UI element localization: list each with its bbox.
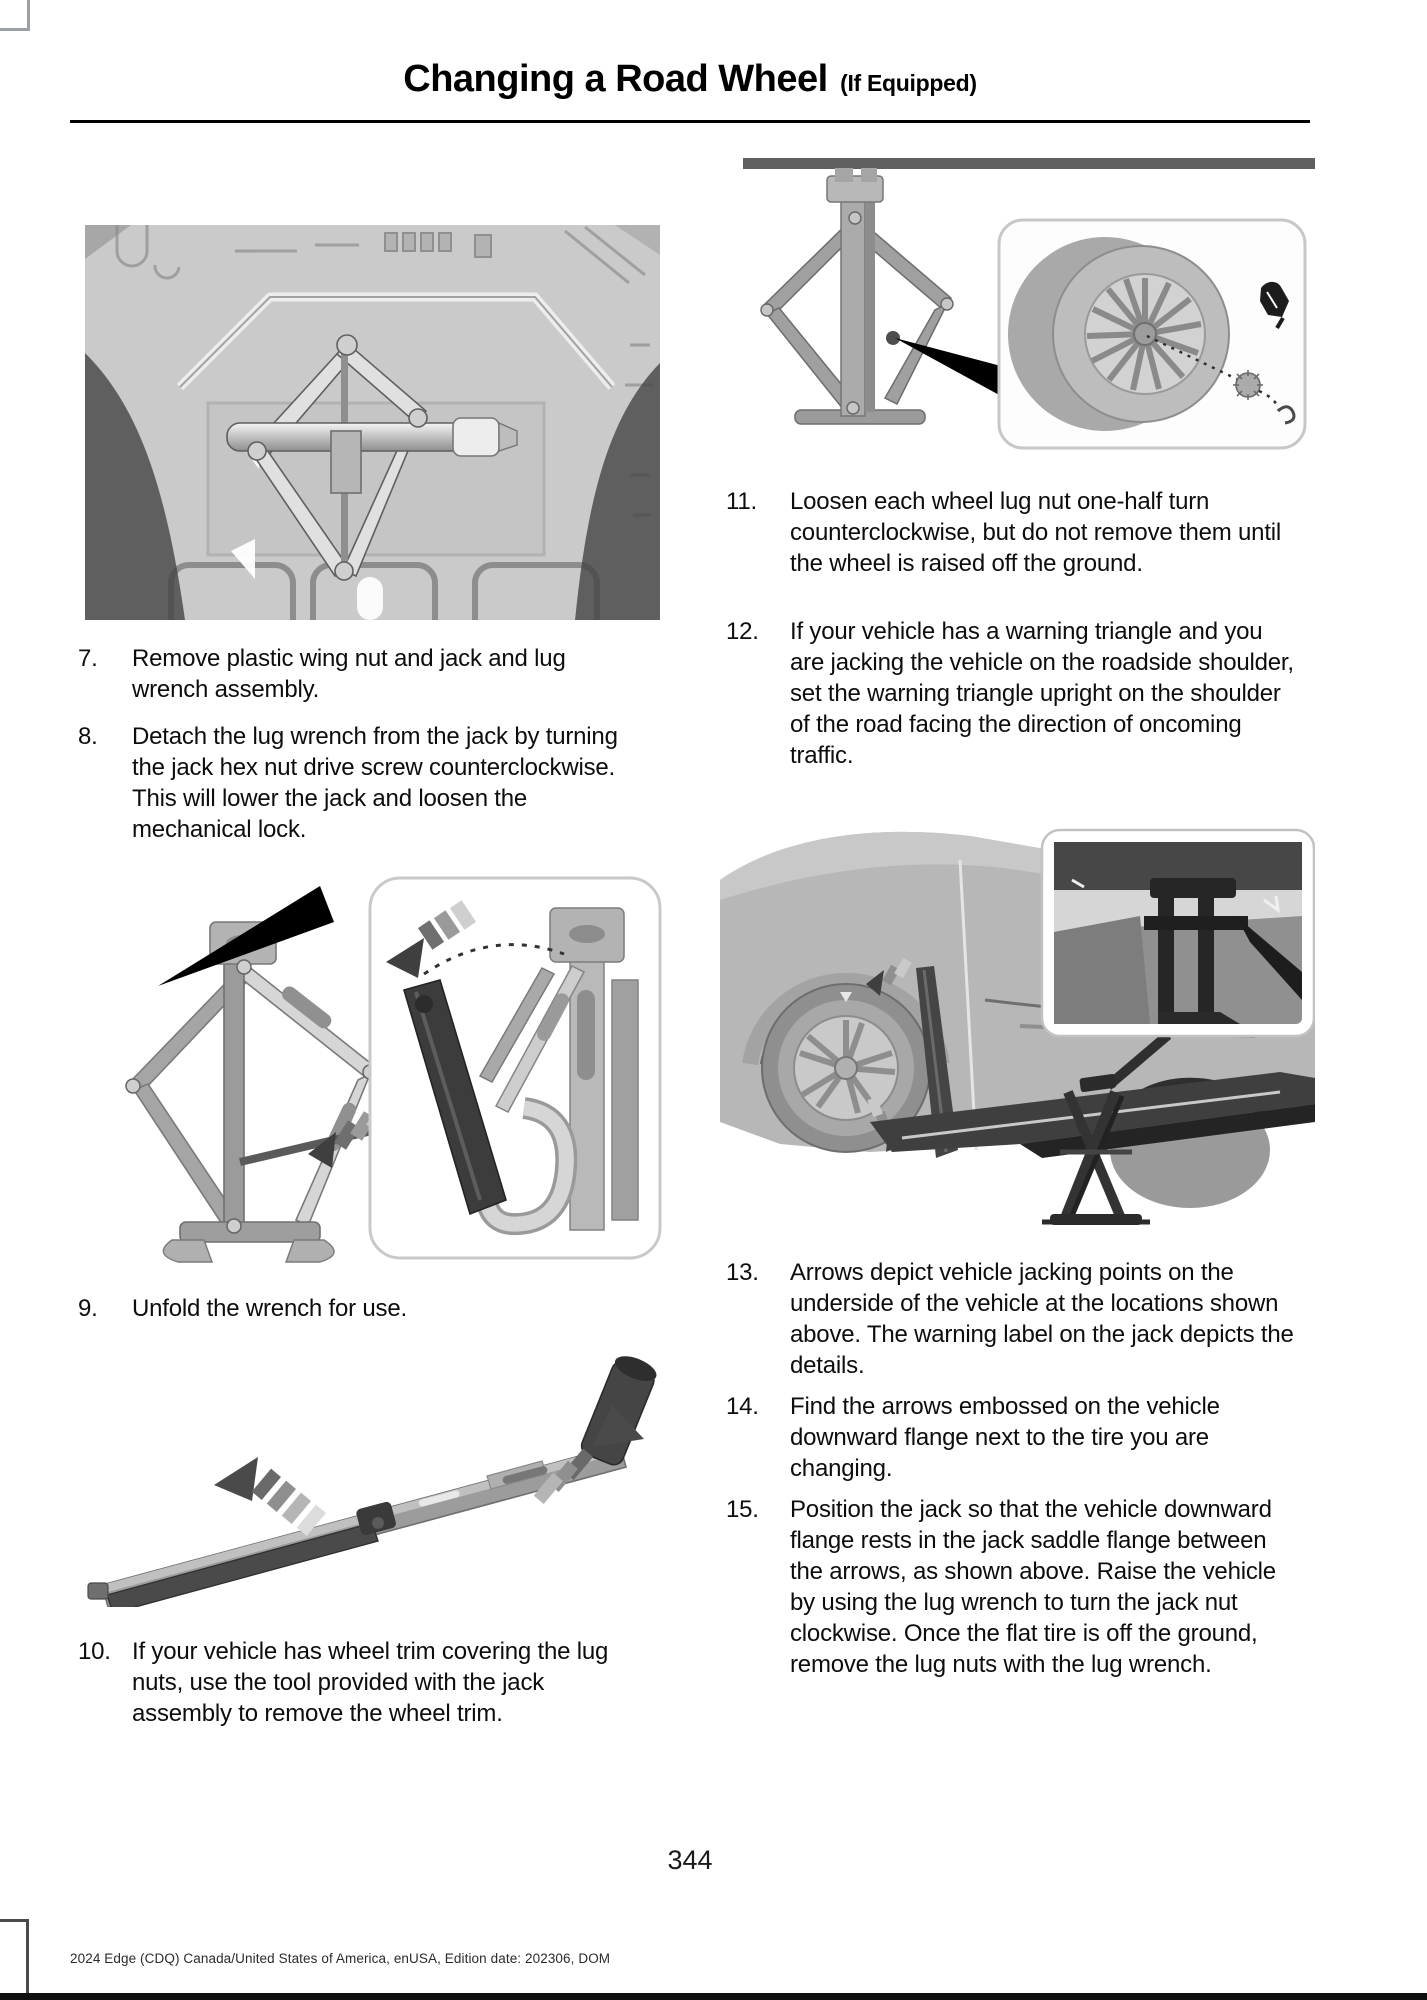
page-corner-mark-top-left bbox=[0, 0, 30, 31]
jacking-points-illustration bbox=[720, 820, 1315, 1228]
step-text: If your vehicle has wheel trim covering the lug nuts, use the tool provided with the jack assembly to remove the wheel trim. bbox=[132, 1638, 609, 1727]
step-item-9 bbox=[78, 1293, 632, 1324]
step-number: 11. bbox=[726, 488, 757, 515]
stowed-jack-illustration bbox=[85, 225, 660, 620]
figure-unfold-wrench bbox=[72, 1345, 664, 1607]
step-text: Unfold the wrench for use. bbox=[132, 1295, 407, 1322]
page-frame-mark-horizontal bbox=[0, 1919, 29, 1922]
step-number: 15. bbox=[726, 1496, 759, 1523]
lug-nut bbox=[1233, 370, 1263, 400]
page-frame-mark-vertical bbox=[26, 1919, 29, 2000]
step-item-7 bbox=[78, 643, 632, 705]
page-title bbox=[70, 58, 1310, 101]
step-item-8 bbox=[78, 721, 632, 845]
step-text: If your vehicle has a warning triangle and you are jacking the vehicle on the roadside shoulder, set the warning triangle upright on the shoulder of the road facing the direction of oncoming traffic. bbox=[790, 618, 1294, 769]
step-item-11 bbox=[726, 486, 1295, 579]
detach-wrench-illustration bbox=[72, 870, 664, 1265]
step-item-10 bbox=[78, 1636, 632, 1729]
edition-footer: 2024 Edge (CDQ) Canada/United States of America, enUSA, Edition date: 202306, DOM bbox=[70, 1951, 611, 1966]
inset-box bbox=[1042, 830, 1314, 1036]
step-text: Position the jack so that the vehicle downward flange rests in the jack saddle flange between the arrows, as shown above. Raise the vehicle by using the lug wrench to turn the jack nut clockwise. Once the flat tire is off the ground, remove the lug nuts with the lug wrench. bbox=[790, 1496, 1276, 1678]
step-number: 7. bbox=[78, 645, 98, 672]
rotate-arrow-icon bbox=[214, 1457, 326, 1536]
step-number: 10. bbox=[78, 1638, 111, 1665]
page-number: 344 bbox=[667, 1845, 713, 1875]
step-item-12 bbox=[726, 616, 1295, 771]
page-title-text: Changing a Road Wheel bbox=[403, 58, 828, 100]
unfold-wrench-illustration bbox=[72, 1345, 664, 1607]
page-title-suffix: (If Equipped) bbox=[840, 70, 977, 96]
step-text: Find the arrows embossed on the vehicle downward flange next to the tire you are changing. bbox=[790, 1393, 1220, 1482]
step-item-13 bbox=[726, 1257, 1295, 1381]
step-number: 9. bbox=[78, 1295, 98, 1322]
step-text: Arrows depict vehicle jacking points on the underside of the vehicle at the locations shown above. The warning label on the jack depicts the details. bbox=[790, 1259, 1294, 1379]
figure-stowed-jack bbox=[85, 225, 660, 620]
figure-detach-wrench bbox=[72, 870, 664, 1265]
step-number: 8. bbox=[78, 723, 98, 750]
figure-jack-and-wheel bbox=[743, 158, 1315, 455]
folded-jack bbox=[761, 168, 953, 424]
step-text: Detach the lug wrench from the jack by turning the jack hex nut drive screw counterclockwise. This will lower the jack and loosen the mechanical lock. bbox=[132, 723, 618, 843]
step-number: 12. bbox=[726, 618, 759, 645]
step-number: 13. bbox=[726, 1259, 759, 1286]
tray-slot bbox=[357, 577, 383, 620]
page-bottom-bar bbox=[0, 1993, 1427, 2000]
socket-end bbox=[579, 1351, 660, 1468]
step-item-15 bbox=[726, 1494, 1295, 1680]
figure-jacking-points bbox=[720, 820, 1315, 1228]
step-number: 14. bbox=[726, 1393, 759, 1420]
title-divider bbox=[70, 120, 1310, 123]
step-text: Remove plastic wing nut and jack and lug wrench assembly. bbox=[132, 645, 566, 703]
step-item-14 bbox=[726, 1391, 1295, 1484]
step-text: Loosen each wheel lug nut one-half turn counterclockwise, but do not remove them until the wheel is raised off the ground. bbox=[790, 488, 1282, 577]
jack-and-wheel-illustration bbox=[743, 158, 1315, 455]
